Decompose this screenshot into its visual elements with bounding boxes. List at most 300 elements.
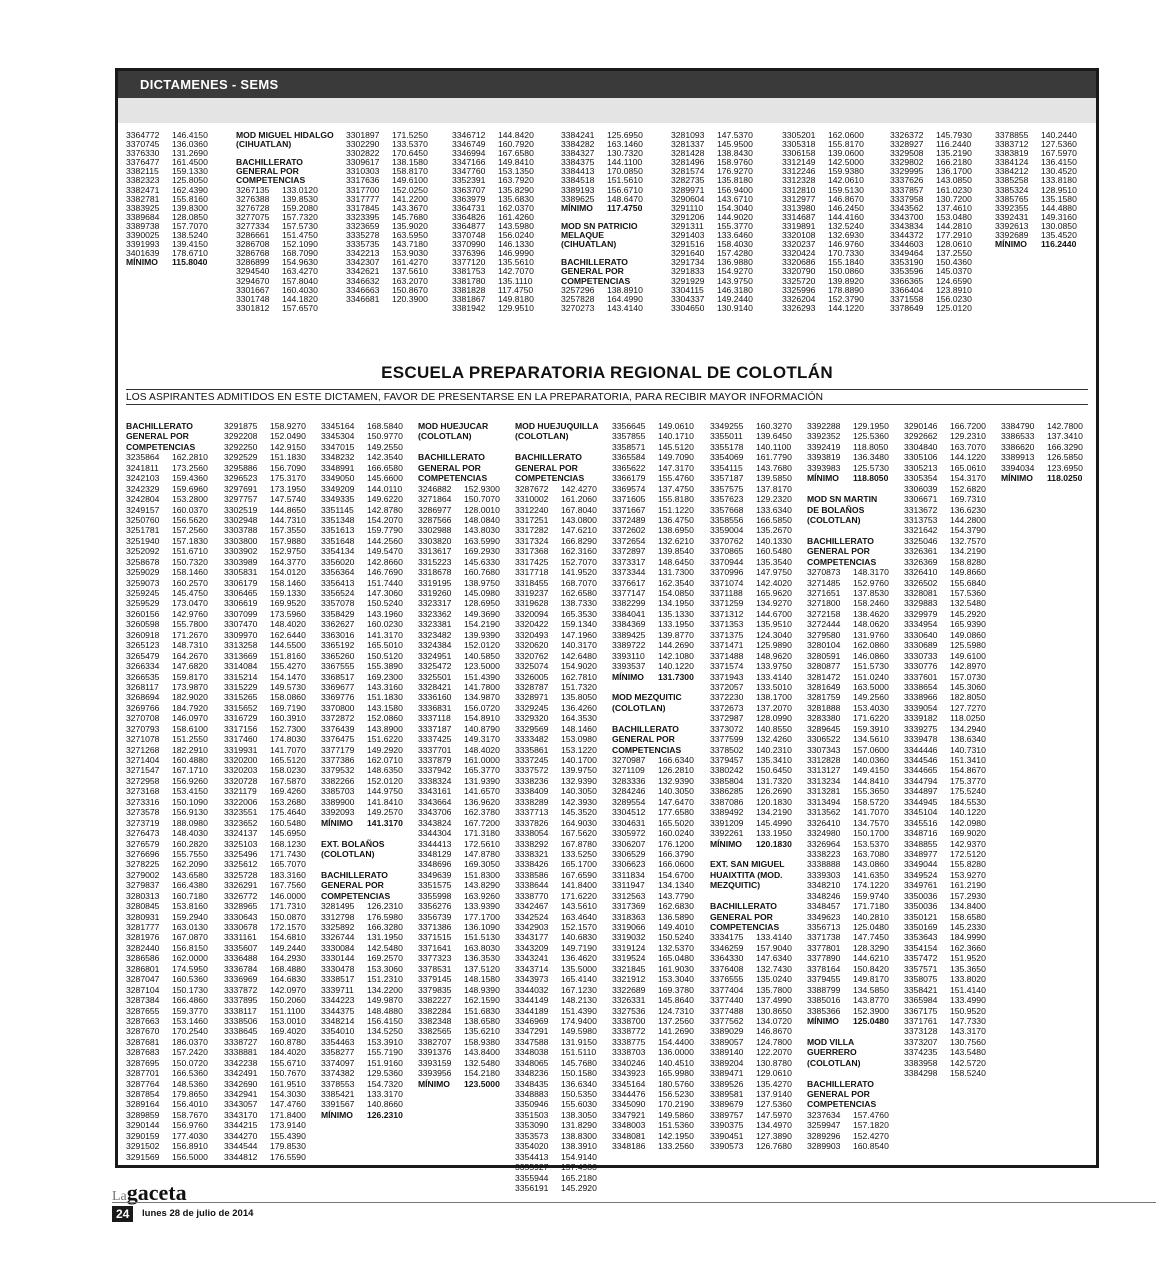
applicant-row: 3301897 171.5250	[346, 130, 428, 140]
applicant-row: 3326772 146.0000	[224, 890, 306, 901]
applicant-row: 3329979 145.2920	[904, 608, 986, 619]
applicant-row: 3321912 153.3040	[612, 974, 694, 985]
applicant-row: 3392689 135.4520	[995, 230, 1077, 241]
applicant-row: 3327536 124.7310	[612, 1005, 694, 1016]
applicant-row: 3371641 163.8030	[418, 942, 500, 953]
applicant-row: 3280591 146.0860	[807, 650, 889, 661]
minimum-score-row: MÍNIMO 131.7300	[612, 671, 694, 682]
applicant-row: 3390375 134.4970	[710, 1120, 792, 1131]
applicant-row: 3304631 165.5020	[612, 817, 694, 828]
applicant-row: 3320686 155.1840	[782, 257, 864, 268]
applicant-row: 3383925 139.8300	[126, 202, 208, 213]
applicant-row: 3350169 145.2330	[904, 922, 986, 932]
applicant-row: 3252092 151.6710	[126, 546, 208, 557]
applicant-row: 3349050 145.6600	[321, 473, 403, 484]
applicant-row: 3273316 150.1090	[126, 796, 208, 807]
applicant-row: 3364826 161.4260	[452, 211, 534, 222]
applicant-row: 3349761 161.2190	[904, 880, 986, 891]
applicant-row: 3241811 173.2560	[126, 462, 208, 473]
applicant-row: 3365984 133.4990	[904, 995, 986, 1006]
applicant-row: 3304512 177.6580	[612, 807, 694, 818]
applicant-row: 3346663 150.8670	[346, 284, 428, 295]
applicant-row: 3392419 118.8050	[807, 441, 889, 452]
applicant-row: 3384241 125.6950	[561, 130, 643, 140]
applicant-row: 3389204 130.8780	[710, 1057, 792, 1068]
applicant-row: 3353643 184.9990	[904, 932, 986, 943]
applicant-row: 3348003 151.5360	[612, 1120, 694, 1131]
applicant-row: 3349639 151.8300	[418, 869, 500, 880]
applicant-row: 3319524 165.0480	[612, 953, 694, 964]
applicant-row: 3382284 151.6830	[418, 1005, 500, 1016]
spacer	[807, 1026, 889, 1036]
program-label: GENERAL POR	[612, 734, 675, 745]
program-label: COMPETENCIAS	[321, 890, 391, 901]
applicant-row: 3344304 171.3180	[418, 828, 500, 839]
applicant-row: 3287695 150.0720	[126, 1057, 208, 1068]
applicant-row: 3312810 159.5130	[782, 184, 864, 195]
applicant-row: 3345090 170.2190	[612, 1099, 694, 1110]
applicant-row: 3319628 138.7330	[515, 598, 597, 609]
applicant-row: 3365260 150.5120	[321, 650, 403, 661]
applicant-row: 3281472 151.0240	[807, 671, 889, 682]
applicant-row: 3385258 133.8180	[995, 175, 1077, 186]
applicant-row: 3342213 153.9030	[346, 248, 428, 259]
applicant-row: 3385703 144.9750	[321, 786, 403, 797]
applicant-row: 3313127 149.4150	[807, 765, 889, 776]
applicant-row: 3389581 137.9140	[710, 1089, 792, 1099]
applicant-row: 3267135 133.0120	[236, 184, 318, 195]
applicant-row: 3376555 135.0240	[710, 974, 792, 985]
applicant-row: 3292208 152.0490	[224, 431, 306, 442]
applicant-row: 3322006 153.2680	[224, 796, 306, 807]
applicant-row: 3279002 143.6580	[126, 869, 208, 880]
applicant-row: 3356645 149.0610	[612, 421, 694, 431]
applicant-row: 3391567 140.8660	[321, 1099, 403, 1110]
applicant-row: 3325892 166.3280	[321, 922, 403, 932]
applicant-row: 3334954 165.9390	[904, 619, 986, 630]
applicant-row: 3251940 157.1830	[126, 535, 208, 546]
applicant-row: 3338654 145.3060	[904, 681, 986, 692]
applicant-row: 3271268 182.2910	[126, 744, 208, 755]
applicant-row: 3371353 135.9510	[710, 619, 792, 630]
program-label: GENERAL POR	[126, 431, 189, 442]
applicant-row: 3344215 173.9140	[224, 1120, 306, 1131]
applicant-row: 3278225 162.2090	[126, 859, 208, 870]
applicant-row: 3377120 135.5610	[452, 257, 534, 268]
applicant-row: 3297691 173.1950	[224, 483, 306, 494]
applicant-row: 3321845 161.9030	[612, 963, 694, 974]
applicant-row: 3326502 155.6840	[904, 577, 986, 588]
applicant-row: 3301748 144.1820	[236, 293, 318, 304]
applicant-row: 3265123 148.7310	[126, 640, 208, 651]
applicant-row: 3350036 157.2930	[904, 890, 986, 901]
applicant-row: 3270873 148.3170	[807, 567, 889, 578]
applicant-row: 3338645 169.4020	[224, 1026, 306, 1037]
applicant-row: 3336969 164.6830	[224, 974, 306, 985]
applicant-row: 3333482 153.0980	[515, 734, 597, 745]
applicant-row: 3365622 147.3170	[612, 462, 694, 473]
applicant-row: 3287566 148.0840	[418, 514, 500, 525]
applicant-row: 3349464 137.2550	[890, 248, 972, 259]
applicant-row: 3336784 168.4880	[224, 963, 306, 974]
applicant-row: 3371471 125.9890	[710, 640, 792, 651]
spacer	[612, 682, 694, 692]
applicant-row: 3338703 136.0000	[612, 1047, 694, 1058]
applicant-row: 3366365 124.6590	[890, 275, 972, 286]
applicant-row: 3350121 158.6580	[904, 911, 986, 922]
applicant-row: 3318455 168.7070	[515, 577, 597, 588]
program-label: MOD MEZQUITIC	[612, 692, 682, 703]
applicant-row: 3346749 160.7920	[452, 139, 534, 150]
applicant-row: 3342307 161.4270	[346, 257, 428, 268]
applicant-row: 3346969 174.9400	[515, 1015, 597, 1026]
applicant-row: 3312149 142.5000	[782, 157, 864, 168]
applicant-row: 3389029 146.8670	[710, 1026, 792, 1037]
applicant-row: 3320762 142.6480	[515, 650, 597, 661]
applicant-row: 3271651 137.8530	[807, 588, 889, 598]
applicant-row: 3382227 162.1590	[418, 995, 500, 1006]
applicant-row: 3344546 151.3410	[904, 755, 986, 765]
applicant-row: 3372987 128.0990	[710, 713, 792, 724]
applicant-row: 3317251 143.0800	[515, 514, 597, 525]
applicant-row: 3317460 174.8030	[224, 734, 306, 745]
applicant-row: 3385366 152.3900	[807, 1005, 889, 1016]
applicant-row: 3392093 149.2570	[321, 807, 403, 818]
applicant-row: 3265479 164.2670	[126, 650, 208, 661]
applicant-row: 3343170 171.8400	[224, 1109, 306, 1120]
applicant-row: 3372057 133.5010	[710, 681, 792, 692]
applicant-row: 3335735 143.7180	[346, 239, 428, 250]
applicant-row: 3366404 123.8910	[890, 284, 972, 295]
applicant-row: 3309617 138.1580	[346, 157, 428, 168]
applicant-row: 3292662 129.2310	[904, 431, 986, 442]
applicant-row: 3302988 143.8030	[418, 525, 500, 536]
applicant-row: 3338772 141.2690	[612, 1026, 694, 1037]
applicant-row: 3291640 157.4280	[671, 248, 753, 259]
applicant-row: 3363979 135.6830	[452, 193, 534, 204]
minimum-score-row: MÍNIMO 126.2310	[321, 1109, 403, 1120]
applicant-row: 3313494 158.5720	[807, 796, 889, 807]
applicant-row: 3370865 160.5480	[710, 546, 792, 557]
applicant-row: 3329883 132.5480	[904, 598, 986, 609]
applicant-row: 3370800 143.1580	[321, 702, 403, 713]
applicant-row: 3326410 134.7570	[807, 817, 889, 828]
applicant-row: 3249157 160.0370	[126, 504, 208, 515]
applicant-row: 3326369 158.8280	[904, 556, 986, 567]
applicant-row: 3317156 152.7300	[224, 723, 306, 734]
program-label: COMPETENCIAS	[126, 441, 196, 452]
applicant-row: 3282440 156.8150	[126, 942, 208, 953]
program-label: BACHILLERATO	[515, 452, 582, 463]
applicant-row: 3376396 146.9990	[452, 248, 534, 259]
applicant-row: 3344446 140.7310	[904, 744, 986, 755]
applicant-row: 3384212 130.4520	[995, 166, 1077, 177]
applicant-row: 3343562 137.4610	[890, 202, 972, 213]
applicant-row: 3305354 154.3170	[904, 473, 986, 484]
applicant-row: 3289859 158.7670	[126, 1109, 208, 1120]
applicant-row: 3328081 157.5360	[904, 588, 986, 598]
applicant-row: 3382323 125.8050	[126, 175, 208, 186]
applicant-row: 3318678 160.7680	[418, 567, 500, 578]
applicant-row: 3385765 135.1580	[995, 193, 1077, 204]
applicant-row: 3287672 142.4270	[515, 483, 597, 494]
applicant-row: 3302822 170.6450	[346, 148, 428, 159]
applicant-row: 3325496 171.7430	[224, 848, 306, 859]
applicant-row: 3281337 145.9500	[671, 139, 753, 150]
applicant-row: 3302948 144.7310	[224, 514, 306, 525]
applicant-row: 3382471 162.4390	[126, 184, 208, 195]
applicant-row: 3364330 147.6340	[710, 953, 792, 964]
program-label: BACHILLERATO	[561, 257, 628, 268]
applicant-row: 3317636 149.6100	[346, 175, 428, 186]
program-label: GENERAL POR	[807, 1089, 870, 1099]
applicant-row: 3366179 155.4760	[612, 473, 694, 484]
applicant-row: 3323551 175.4640	[224, 807, 306, 818]
applicant-row: 3294670 157.8040	[236, 275, 318, 286]
applicant-row: 3381867 149.8180	[452, 293, 534, 304]
applicant-row: 3378553 154.7320	[321, 1078, 403, 1089]
program-label: (COLOTLAN)	[807, 514, 861, 525]
program-label: (COLOTLAN)	[807, 1057, 861, 1068]
applicant-row: 3389913 126.5850	[1001, 452, 1083, 463]
applicant-row: 3287764 148.5360	[126, 1078, 208, 1089]
applicant-row: 3312798 176.5980	[321, 911, 403, 922]
applicant-row: 3343161 141.6570	[418, 786, 500, 797]
applicant-row: 3312977 146.8670	[782, 193, 864, 204]
applicant-row: 3343209 149.7190	[515, 942, 597, 953]
applicant-row: 3326204 152.3790	[782, 293, 864, 304]
applicant-row: 3266334 147.6820	[126, 661, 208, 672]
spacer	[515, 442, 599, 452]
applicant-row: 3383958 142.5720	[904, 1057, 986, 1068]
applicant-row: 3371943 133.4140	[710, 671, 792, 682]
program-label: GENERAL POR	[321, 880, 384, 891]
applicant-row: 3343706 162.3780	[418, 807, 500, 818]
applicant-row: 3330678 172.1570	[224, 922, 306, 932]
applicant-row: 3381780 135.1110	[452, 275, 533, 286]
applicant-row: 3343177 140.6830	[515, 932, 597, 943]
applicant-row: 3271800 158.2460	[807, 598, 889, 609]
applicant-row: 3284246 140.3050	[612, 786, 694, 797]
applicant-row: 3377179 149.2920	[321, 744, 403, 755]
applicant-row: 3374235 143.5480	[904, 1047, 986, 1058]
results-frame	[115, 68, 1099, 1193]
applicant-row: 3289971 156.9400	[671, 184, 753, 195]
program-label: COMPETENCIAS	[418, 473, 488, 484]
applicant-row: 3358075 133.8020	[904, 974, 986, 985]
applicant-row: 3371188 165.9620	[710, 588, 792, 598]
applicant-row: 3384518 151.5610	[561, 175, 643, 186]
applicant-row: 3290146 166.7200	[904, 421, 986, 431]
applicant-row: 3279837 166.4380	[126, 880, 208, 891]
spacer	[807, 525, 889, 535]
minimum-score-row: MÍNIMO 116.2440	[995, 239, 1077, 250]
applicant-row: 3289645 159.3910	[807, 723, 889, 734]
applicant-row: 3303788 157.3550	[224, 525, 306, 536]
applicant-row: 3384375 144.1100	[561, 157, 643, 168]
applicant-row: 3386285 126.2690	[710, 786, 792, 797]
applicant-row: 3348855 142.9370	[904, 838, 986, 849]
applicant-row: 3363707 135.8290	[452, 184, 534, 195]
applicant-row: 3306207 176.1200	[612, 838, 694, 849]
applicant-row: 3329245 136.4260	[515, 702, 597, 713]
applicant-row: 3391209 145.4990	[710, 817, 792, 828]
applicant-row: 3381753 142.7070	[452, 266, 534, 277]
program-label: COMPETENCIAS	[236, 175, 306, 186]
applicant-row: 3281428 138.8430	[671, 148, 753, 159]
applicant-row: 3381942 129.9510	[452, 302, 534, 313]
applicant-row: 3354069 161.7790	[710, 452, 792, 463]
applicant-row: 3336160 134.9870	[418, 692, 500, 703]
applicant-row: 3354115 143.7680	[710, 462, 792, 473]
applicant-row: 3376439 143.8900	[321, 723, 403, 734]
applicant-row: 3320108 132.6930	[782, 230, 864, 241]
program-label: COMPETENCIAS	[807, 556, 877, 567]
applicant-row: 3323482 139.9390	[418, 629, 500, 640]
applicant-row: 3309970 162.6440	[224, 629, 306, 640]
applicant-row: 3289296 152.4270	[807, 1130, 889, 1141]
spacer	[321, 859, 403, 869]
applicant-row: 3386620 166.3290	[1001, 441, 1083, 452]
applicant-row: 3270273 143.4140	[561, 302, 643, 313]
applicant-row: 3301812 157.6570	[236, 302, 318, 313]
applicant-row: 3354020 138.3910	[515, 1141, 597, 1152]
applicant-row: 3319124 132.5370	[612, 942, 694, 953]
applicant-row: 3281093 147.5370	[671, 130, 753, 140]
applicant-row: 3319891 132.5240	[782, 220, 864, 231]
applicant-row: 3314084 155.4270	[224, 661, 306, 672]
applicant-row: 3338289 142.3930	[515, 796, 597, 807]
applicant-row: 3324951 140.5850	[418, 650, 500, 661]
applicant-row: 3349335 149.6220	[321, 494, 403, 505]
applicant-row: 3369574 137.4750	[612, 483, 694, 494]
applicant-row: 3296523 175.3170	[224, 473, 306, 484]
applicant-row: 3314687 144.4160	[782, 211, 864, 222]
applicant-row: 3348081 142.1950	[612, 1130, 694, 1141]
issue-date: lunes 28 de julio de 2014	[142, 1208, 254, 1219]
applicant-row: 3320424 170.7330	[782, 248, 864, 259]
applicant-row: 3385421 133.3170	[321, 1089, 403, 1099]
applicant-row: 3342467 143.5610	[515, 901, 597, 912]
applicant-row: 3320203 158.0230	[224, 765, 306, 776]
program-label: MOD SN MARTIN	[807, 494, 878, 505]
applicant-row: 3287701 166.5360	[126, 1068, 208, 1079]
program-label: GENERAL POR	[515, 462, 578, 473]
applicant-row: 3378531 137.5120	[418, 963, 500, 974]
applicant-row: 3338700 137.2560	[612, 1015, 694, 1026]
applicant-row: 3326291 167.7560	[224, 880, 306, 891]
applicant-row: 3287047 160.5360	[126, 974, 208, 985]
applicant-row: 3344665 154.8670	[904, 765, 986, 776]
applicant-row: 3377404 135.7800	[710, 984, 792, 995]
applicant-row: 3330733 149.6100	[904, 650, 986, 661]
applicant-row: 3346259 157.9040	[710, 942, 792, 953]
minimum-score-row: MÍNIMO 117.4750	[561, 202, 643, 213]
applicant-row: 3311947 134.1340	[612, 880, 694, 891]
applicant-row: 3377562 134.0720	[710, 1015, 792, 1026]
applicant-row: 3270708 146.0970	[126, 713, 208, 724]
applicant-row: 3286768 168.7090	[236, 248, 318, 259]
applicant-row: 3354154 162.3660	[904, 942, 986, 953]
applicant-row: 3257828 164.4990	[561, 293, 643, 304]
applicant-row: 3337118 154.8910	[418, 713, 500, 724]
applicant-row: 3338881 184.4020	[224, 1047, 306, 1058]
applicant-row: 3313753 144.2800	[904, 514, 986, 525]
applicant-row: 3365192 165.5010	[321, 640, 403, 651]
minimum-score-row: MÍNIMO 125.0480	[807, 1015, 889, 1026]
applicant-row: 3370944 135.3540	[710, 556, 792, 567]
applicant-row: 3385804 131.7320	[710, 775, 792, 786]
program-label: BACHILLERATO	[807, 1078, 874, 1089]
applicant-row: 3343973 165.4140	[515, 974, 597, 985]
applicant-row: 3364731 162.0370	[452, 202, 534, 213]
applicant-row: 3287104 150.1730	[126, 984, 208, 995]
applicant-row: 3376408 132.7430	[710, 963, 792, 974]
applicant-row: 3389900 141.8410	[321, 796, 403, 807]
program-label: MOD MIGUEL HIDALGO	[236, 130, 334, 140]
applicant-row: 3389684 128.0850	[126, 211, 208, 222]
applicant-row: 3373207 130.7560	[904, 1036, 986, 1047]
applicant-row: 3277075 157.7320	[236, 211, 318, 222]
applicant-row: 3303820 163.5990	[418, 535, 500, 546]
applicant-row: 3393956 154.2180	[418, 1068, 500, 1079]
results-column	[452, 131, 534, 313]
applicant-row: 3353596 145.0370	[890, 266, 972, 277]
applicant-row: 3392355 144.4880	[995, 202, 1077, 213]
applicant-row: 3384413 170.0850	[561, 166, 643, 177]
applicant-row: 3370748 156.0240	[452, 230, 534, 241]
applicant-row: 3259073 160.2570	[126, 577, 208, 588]
applicant-row: 3344189 151.4390	[515, 1005, 597, 1016]
applicant-row: 3306158 139.0600	[782, 148, 864, 159]
applicant-row: 3338644 141.8400	[515, 880, 597, 891]
applicant-row: 3351348 154.2070	[321, 514, 403, 525]
applicant-row: 3311834 154.6700	[612, 869, 694, 880]
applicant-row: 3337245 140.1700	[515, 755, 597, 765]
applicant-row: 3324384 152.0120	[418, 640, 500, 651]
applicant-row: 3304115 146.3180	[671, 284, 753, 295]
applicant-row: 3325046 132.7570	[904, 535, 986, 546]
applicant-row: 3344603 128.0610	[890, 239, 972, 250]
program-label: MOD VILLA	[807, 1036, 855, 1047]
applicant-row: 3339303 141.6350	[807, 869, 889, 880]
applicant-row: 3376617 162.3540	[612, 577, 694, 588]
applicant-row: 3389057 124.7800	[710, 1036, 792, 1047]
applicant-row: 3344945 184.5530	[904, 796, 986, 807]
applicant-row: 3291502 156.8910	[126, 1141, 208, 1152]
applicant-row: 3320790 150.0860	[782, 266, 864, 277]
applicant-row: 3280931 159.2940	[126, 911, 208, 922]
spacer	[710, 891, 792, 901]
applicant-row: 3371574 133.9750	[710, 661, 792, 672]
applicant-row: 3328421 141.7800	[418, 681, 500, 692]
applicant-row: 3281649 163.5000	[807, 681, 889, 692]
applicant-row: 3370762 140.1330	[710, 535, 792, 546]
program-label: GENERAL POR	[418, 462, 481, 473]
applicant-row: 3259029 158.1460	[126, 567, 208, 578]
applicant-row: 3271485 152.9760	[807, 577, 889, 588]
applicant-row: 3382707 158.9380	[418, 1036, 500, 1047]
applicant-row: 3291833 154.9270	[671, 266, 753, 277]
applicant-row: 3353090 131.8290	[515, 1120, 597, 1131]
applicant-row: 3372654 132.6210	[612, 535, 694, 546]
applicant-row: 3348991 166.6580	[321, 462, 403, 473]
applicant-row: 3389193 156.6710	[561, 184, 643, 195]
program-label: (COLOTLAN)	[418, 431, 472, 442]
applicant-row: 3388799 134.5850	[807, 984, 889, 995]
results-column	[782, 131, 864, 313]
applicant-row: 3326372 145.7930	[890, 130, 972, 140]
